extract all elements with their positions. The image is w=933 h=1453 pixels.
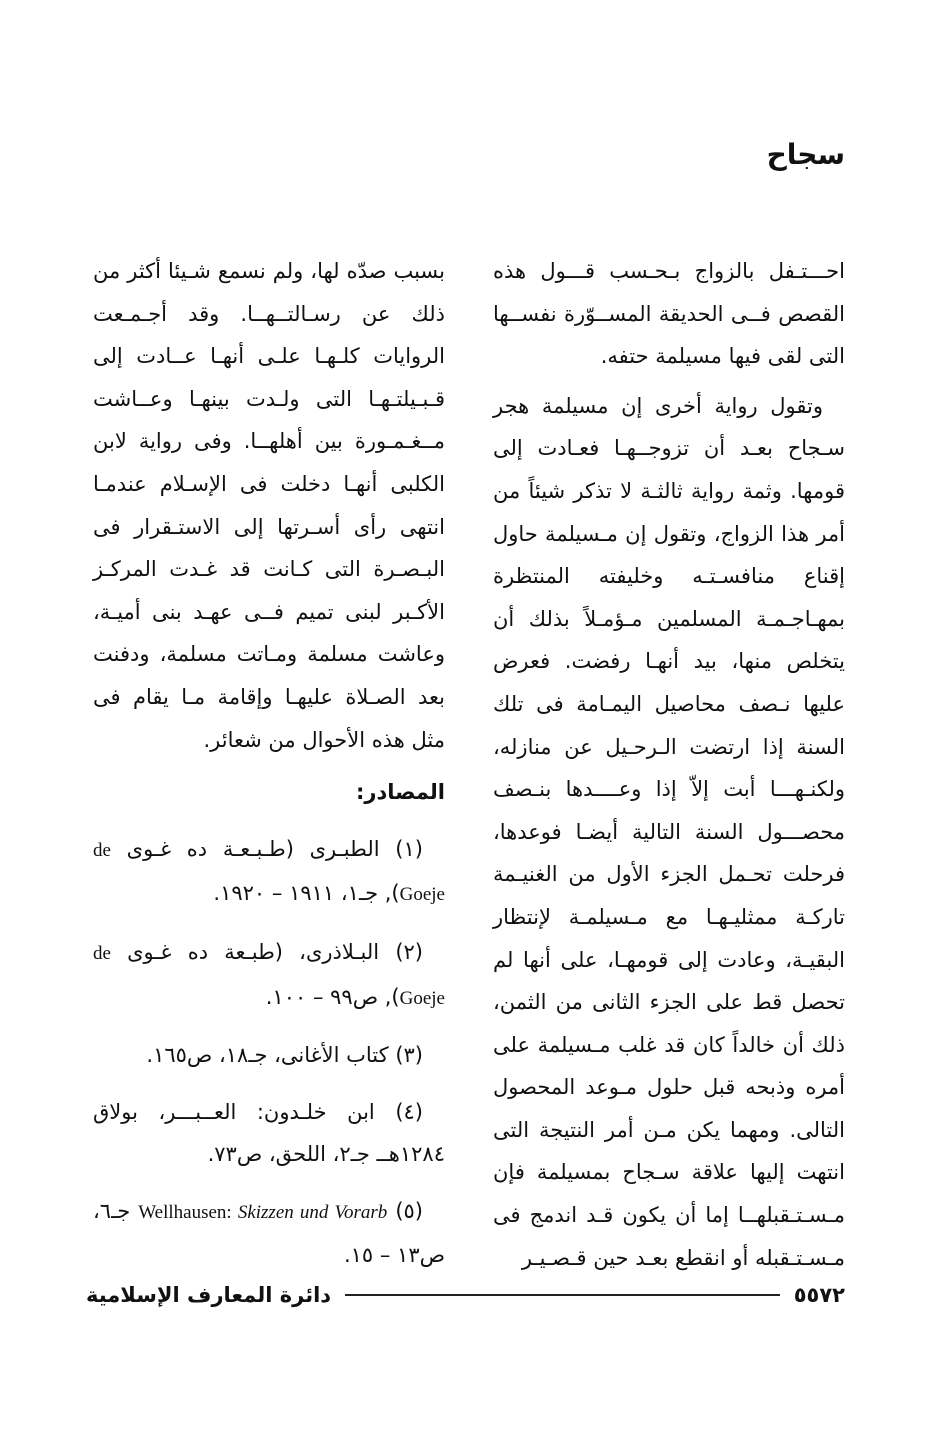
reference-number: (٢): [395, 939, 423, 964]
reference-item: [93, 1034, 445, 1077]
paragraph: بسبب صدّه لها، ولم نسمع شـيئا أكثر من ذلك عن رسـالتــهــا. وقد أجـمـعت الروايات كلـهـا علـى أنهـا عــادت إلى قـبـيلتـهـا التى ولـدت بينهـا وعــاشت مــغـمـورة بين أهلهــا. وفى رواية لابن الكلبى أنهـا دخلت فى الإسـلام عندمـا انتهى رأى أسـرتها إلى الاستـقرار فى البـصـرة التى كـانت قد غـدت المركـز الأكـبر لبنى تميم فــى عهـد بنى أميـة، وعاشت مسلمة ومـاتت مسلمة، ودفنت بعد الصـلاة عليهـا وإقامة مـا يقام فى مثل هذه الأحوال من شعائر.: [93, 259, 445, 752]
reference-item: [93, 828, 445, 917]
right-column: [493, 250, 845, 1279]
reference-number: (٣): [395, 1043, 423, 1068]
reference-number: (٥): [395, 1198, 423, 1223]
reference-text: جـ٦، ص١٣ – ١٥.: [93, 1198, 445, 1268]
reference-text: البـلاذرى، (طبـعة ده غـوى: [127, 939, 380, 964]
reference-text: ), جـ١، ١٩١١ – ١٩٢٠.: [213, 881, 400, 906]
reference-item: [93, 931, 445, 1020]
running-head-title: سجاح: [766, 138, 845, 171]
reference-text: كتاب الأغانى، جـ١٨، ص١٦٥.: [146, 1043, 389, 1068]
page-number: ٥٥٧٢: [793, 1283, 845, 1307]
reference-item: [93, 1190, 445, 1277]
reference-latin: [138, 1202, 387, 1223]
reference-text: ), ص٩٩ – ١٠٠.: [265, 984, 400, 1009]
left-column: [93, 250, 445, 1277]
reference-title: Skizzen und Vorarb: [237, 1201, 388, 1223]
publication-name: دائرة المعارف الإسلامية: [86, 1283, 332, 1307]
reference-text: ابن خلـدون: العــبـــر، بولاق ١٢٨٤هــ جـ٢، اللحق، ص٧٣.: [93, 1099, 445, 1167]
reference-number: (٤): [395, 1099, 423, 1124]
reference-author: Wellhausen:: [138, 1201, 238, 1223]
reference-number: (١): [395, 836, 423, 861]
sources-heading: المصادر:: [355, 780, 445, 805]
paragraph: احـــتـفل بالزواج بـحـسب قـــول هذه القصص فــى الحديقة المســوّرة نفســها التى لقى فيها مسيلمة حتفه.: [493, 259, 845, 369]
paragraph: وتقول رواية أخرى إن مسيلمة هجر سـجاح بعـد أن تزوجــهـا فعـادت إلى قومها. وثمة رواية ثالثـة لا تذكر شيئاً من أمر هذا الزواج، وتقول إن مـسيلمة حاول إقناع منافسـتـه وخليفته المنتظرة بمهـاجـمـة المسلمين مـؤمـلاً بذلك أن يتخلص منها، بيد أنهـا رفضت. فعرض عليها نـصف محاصيل اليمـامة فى تلك السنة إذا ارتضت الـرحـيل عن منازله، ولكنـهـــا أبت إلاّ إذا وعــــدها بنـصف محصـــول السنة التالية أيضـا فوعدها، فرحلت تحـمل الجزء الأول من الغنيـمة تاركـة ممثليـهـا مع مـسيلمـة لإنتظار البقيـة، وعادت إلى قومهـا، على أنها لم تحصل قط على الجزء الثانى من الثمن، ذلك أن خالداً كان قد غلب مـسيلمة على أمره وذبحه قبل حلول مـوعد المحصول التالى. ومهما يكن مـن أمر النتيجة التى انتهت إليها علاقة سـجاح بمسيلمة فإن مـسـتـقبلهــا إما أن يكون قـد اندمج فى مـسـتـقبله أو انقطع بعـد حين قـصـيـر: [493, 393, 845, 1270]
reference-latin: de Goeje: [93, 942, 445, 1009]
page-footer: [86, 1275, 845, 1315]
reference-item: [93, 1091, 445, 1176]
reference-latin: de Goeje: [93, 839, 445, 906]
reference-text: الطبـرى (طـبـعـة ده غـوى: [126, 836, 380, 861]
footer-rule: [345, 1294, 780, 1296]
